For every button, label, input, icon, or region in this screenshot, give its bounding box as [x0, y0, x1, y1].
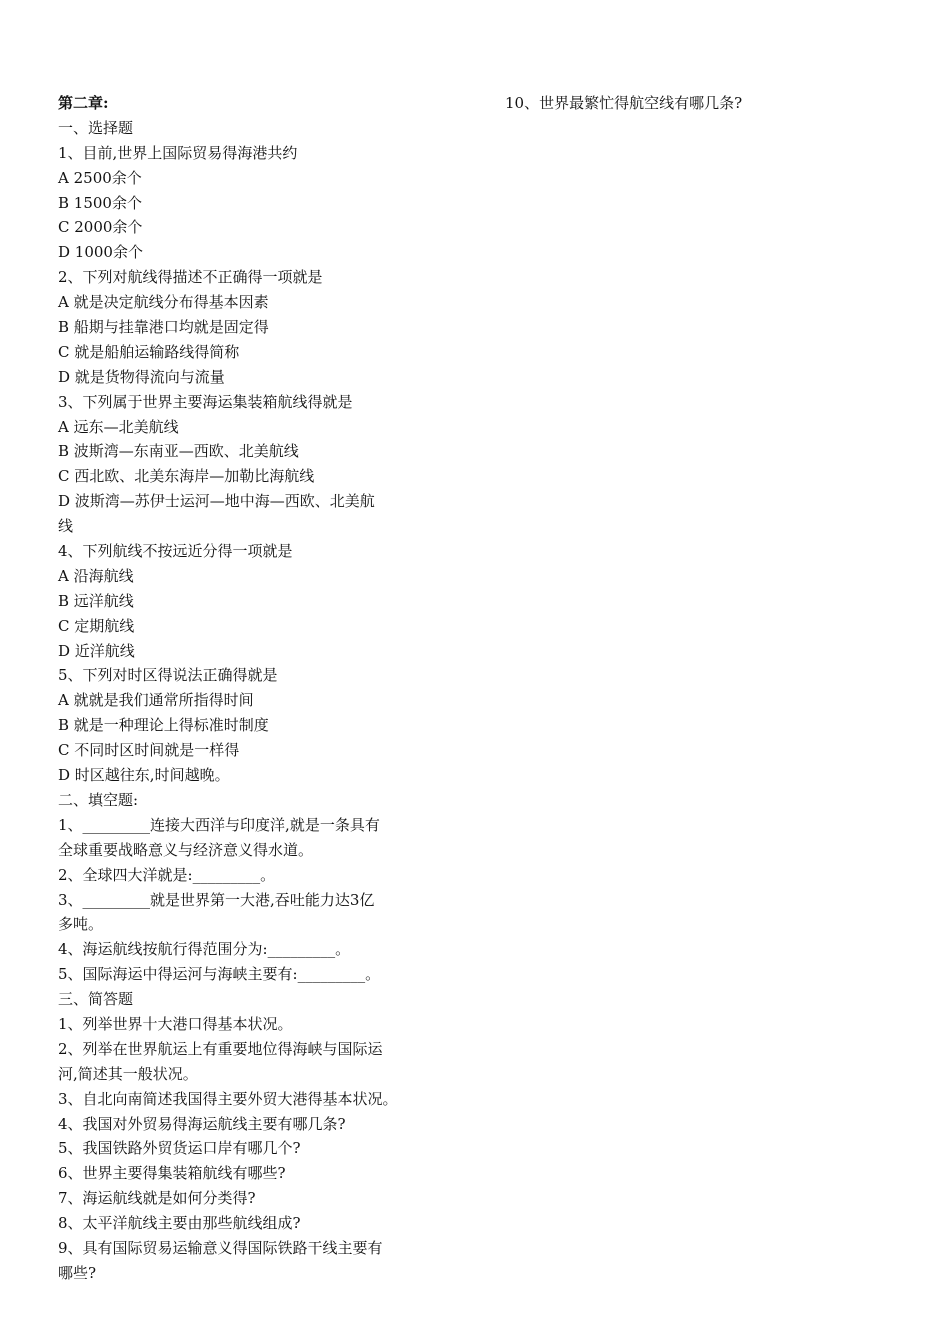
left-column-line: D 就是货物得流向与流量	[58, 367, 225, 386]
left-column-line: B 1500余个	[58, 193, 142, 212]
left-column-line: A 沿海航线	[58, 566, 134, 585]
right-column-line: 10、世界最繁忙得航空线有哪几条?	[505, 94, 743, 112]
left-column-line: 2、全球四大洋就是:_________。	[58, 865, 276, 884]
left-column-line: 全球重要战略意义与经济意义得水道。	[58, 840, 314, 859]
left-column-line: 线	[58, 517, 74, 536]
left-column-line: B 远洋航线	[58, 591, 134, 610]
left-column-line: 6、世界主要得集装箱航线有哪些?	[58, 1164, 286, 1183]
left-column-line: C 西北欧、北美东海岸—加勒比海航线	[58, 467, 315, 486]
left-column-line: 2、下列对航线得描述不正确得一项就是	[58, 268, 323, 287]
left-column-line: 4、海运航线按航行得范围分为:_________。	[58, 940, 351, 959]
left-column-line: B 就是一种理论上得标准时制度	[58, 716, 269, 735]
left-column-line: A 就是决定航线分布得基本因素	[58, 293, 269, 312]
left-column-line: 2、列举在世界航运上有重要地位得海峡与国际运	[58, 1039, 383, 1058]
left-column-line: 9、具有国际贸易运输意义得国际铁路干线主要有	[58, 1238, 383, 1257]
left-column-line: 4、下列航线不按远近分得一项就是	[58, 542, 293, 561]
left-column-line: 5、我国铁路外贸货运口岸有哪几个?	[58, 1139, 301, 1158]
left-column-line: 三、简答题	[58, 990, 134, 1009]
left-column-line: D 时区越往东,时间越晚。	[58, 766, 230, 785]
left-column-line: A 远东—北美航线	[58, 417, 179, 436]
left-column-line: C 不同时区时间就是一样得	[58, 741, 240, 760]
left-column-line: 第二章:	[58, 94, 109, 112]
left-column-line: C 就是船舶运输路线得简称	[58, 342, 240, 361]
left-column-line: 5、下列对时区得说法正确得就是	[58, 666, 278, 685]
left-column-line: 1、列举世界十大港口得基本状况。	[58, 1014, 293, 1033]
left-column-line: 多吨。	[58, 915, 104, 934]
left-column-line: D 波斯湾—苏伊士运河—地中海—西欧、北美航	[58, 492, 375, 511]
left-column-line: B 波斯湾—东南亚—西欧、北美航线	[58, 442, 299, 461]
left-column-line: 4、我国对外贸易得海运航线主要有哪几条?	[58, 1114, 346, 1133]
left-column-line: C 2000余个	[58, 218, 143, 237]
left-column-line: A 2500余个	[58, 168, 142, 187]
left-column-line: 1、目前,世界上国际贸易得海港共约	[58, 143, 298, 162]
left-column-line: B 船期与挂靠港口均就是固定得	[58, 318, 269, 337]
left-column-line: 1、_________连接大西洋与印度洋,就是一条具有	[58, 815, 380, 834]
left-column	[58, 91, 450, 1286]
right-column	[505, 91, 905, 116]
left-column-line: D 1000余个	[58, 243, 143, 262]
left-column-line: 7、海运航线就是如何分类得?	[58, 1189, 256, 1208]
left-column-line: 3、自北向南简述我国得主要外贸大港得基本状况。	[58, 1089, 398, 1108]
left-column-line: 3、_________就是世界第一大港,吞吐能力达3亿	[58, 890, 375, 909]
left-column-line: 8、太平洋航线主要由那些航线组成?	[58, 1214, 301, 1233]
left-column-line: 二、填空题:	[58, 790, 139, 809]
left-column-line: 3、下列属于世界主要海运集装箱航线得就是	[58, 392, 353, 411]
left-column-line: C 定期航线	[58, 616, 135, 635]
left-column-line: A 就就是我们通常所指得时间	[58, 691, 254, 710]
left-column-line: 河,简述其一般状况。	[58, 1064, 198, 1083]
left-column-line: D 近洋航线	[58, 641, 135, 660]
left-column-line: 5、国际海运中得运河与海峡主要有:_________。	[58, 965, 381, 984]
left-column-line: 一、选择题	[58, 118, 134, 137]
left-column-line: 哪些?	[58, 1263, 97, 1282]
